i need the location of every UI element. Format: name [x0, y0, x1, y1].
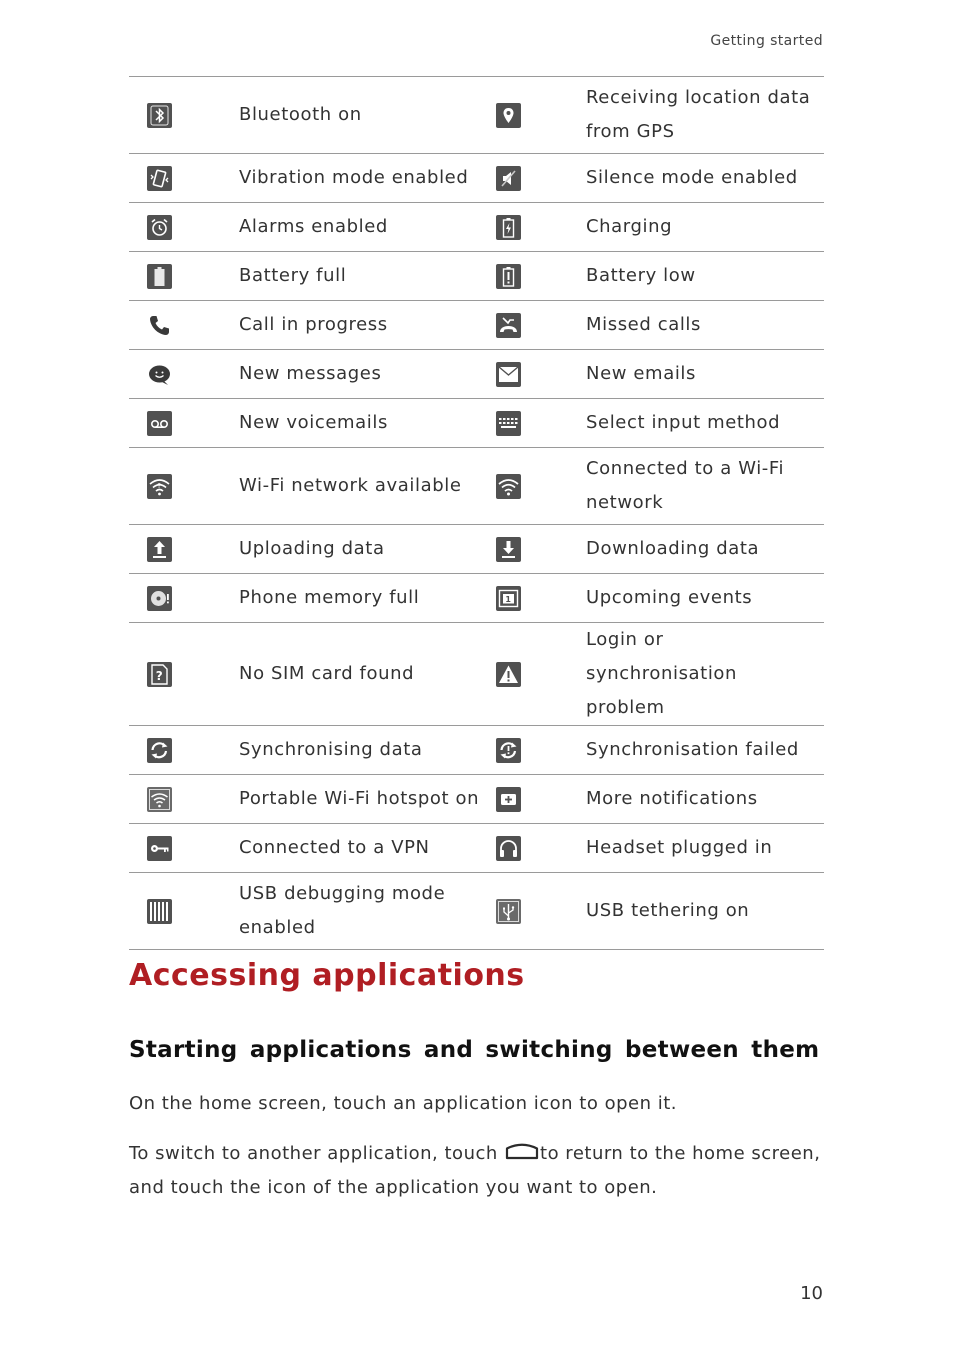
battery-full-icon [147, 264, 172, 289]
missed-call-icon [496, 313, 521, 338]
status-label: New emails [586, 363, 697, 384]
paragraph: On the home screen, touch an application icon to open it. [129, 1093, 678, 1114]
vibration-icon [147, 166, 172, 191]
table-row [129, 77, 824, 154]
table-row [129, 574, 824, 623]
table-row [129, 726, 824, 775]
section-title: Accessing applications [129, 958, 525, 993]
status-label: USB tethering on [586, 900, 750, 921]
table-row [129, 623, 824, 726]
status-label: Charging [586, 216, 673, 237]
status-label: Uploading data [239, 538, 385, 559]
status-label: Call in progress [239, 314, 388, 335]
running-header: Getting started [710, 33, 823, 49]
wifi-available-icon [147, 474, 172, 499]
headset-icon [496, 836, 521, 861]
status-label: Alarms enabled [239, 216, 388, 237]
status-label: Receiving location data from GPS [586, 87, 811, 142]
table-row [129, 824, 824, 873]
table-row [129, 525, 824, 574]
wifi-connected-icon [496, 474, 521, 499]
battery-low-icon [496, 264, 521, 289]
status-label: Synchronising data [239, 739, 423, 760]
status-label: USB debugging mode enabled [239, 883, 446, 938]
status-label: Phone memory full [239, 587, 420, 608]
warning-icon [496, 662, 521, 687]
status-label: Connected to a VPN [239, 837, 430, 858]
paragraph-text: to return to the home screen, and touch the icon of the application you want to open. [129, 1143, 821, 1198]
wifi-hotspot-icon [147, 787, 172, 812]
page-number: 10 [800, 1283, 823, 1304]
keyboard-icon [496, 411, 521, 436]
status-label: Login or synchronisation problem [586, 629, 738, 718]
email-icon [496, 362, 521, 387]
paragraph [129, 1137, 829, 1205]
status-label: Portable Wi-Fi hotspot on [239, 788, 480, 809]
calendar-event-icon [496, 586, 521, 611]
silent-mode-icon [496, 166, 521, 191]
svg-text:?: ? [157, 481, 162, 490]
paragraph-text: To switch to another application, touch [129, 1143, 498, 1164]
table-row [129, 350, 824, 399]
gps-location-icon [496, 103, 521, 128]
status-label: More notifications [586, 788, 758, 809]
voicemail-icon [147, 411, 172, 436]
status-label: Battery full [239, 265, 347, 286]
table-row [129, 873, 824, 950]
phone-call-icon [147, 313, 172, 338]
sync-failed-icon [496, 738, 521, 763]
svg-text:?: ? [155, 668, 164, 683]
no-sim-icon [147, 662, 172, 687]
status-label: Bluetooth on [239, 104, 362, 125]
status-label: Headset plugged in [586, 837, 773, 858]
battery-charging-icon [496, 215, 521, 240]
more-notifications-icon [496, 787, 521, 812]
table-row [129, 203, 824, 252]
table-row [129, 448, 824, 525]
status-label: Missed calls [586, 314, 702, 335]
status-label: Connected to a Wi-Fi network [586, 458, 785, 513]
status-label: No SIM card found [239, 663, 415, 684]
home-key-icon [504, 1141, 540, 1161]
status-label: Battery low [586, 265, 696, 286]
status-label: Wi-Fi network available [239, 475, 462, 496]
table-row [129, 399, 824, 448]
status-label: Synchronisation failed [586, 739, 799, 760]
alarm-icon [147, 215, 172, 240]
status-label: Vibration mode enabled [239, 167, 469, 188]
vpn-key-icon [147, 836, 172, 861]
table-row [129, 301, 824, 350]
bluetooth-icon [147, 103, 172, 128]
table-row [129, 775, 824, 824]
table-row [129, 154, 824, 203]
status-label: Downloading data [586, 538, 760, 559]
download-icon [496, 537, 521, 562]
svg-text:1: 1 [505, 594, 512, 604]
memory-full-icon [147, 586, 172, 611]
usb-tethering-icon [496, 899, 521, 924]
status-label: New messages [239, 363, 382, 384]
status-label: Silence mode enabled [586, 167, 798, 188]
status-label: Select input method [586, 412, 781, 433]
status-icon-table [129, 76, 824, 950]
status-label: New voicemails [239, 412, 388, 433]
subsection-title: Starting applications and switching between them [129, 1037, 820, 1063]
usb-debugging-icon [147, 899, 172, 924]
upload-icon [147, 537, 172, 562]
sync-icon [147, 738, 172, 763]
status-label: Upcoming events [586, 587, 753, 608]
table-row [129, 252, 824, 301]
message-icon [147, 362, 172, 387]
